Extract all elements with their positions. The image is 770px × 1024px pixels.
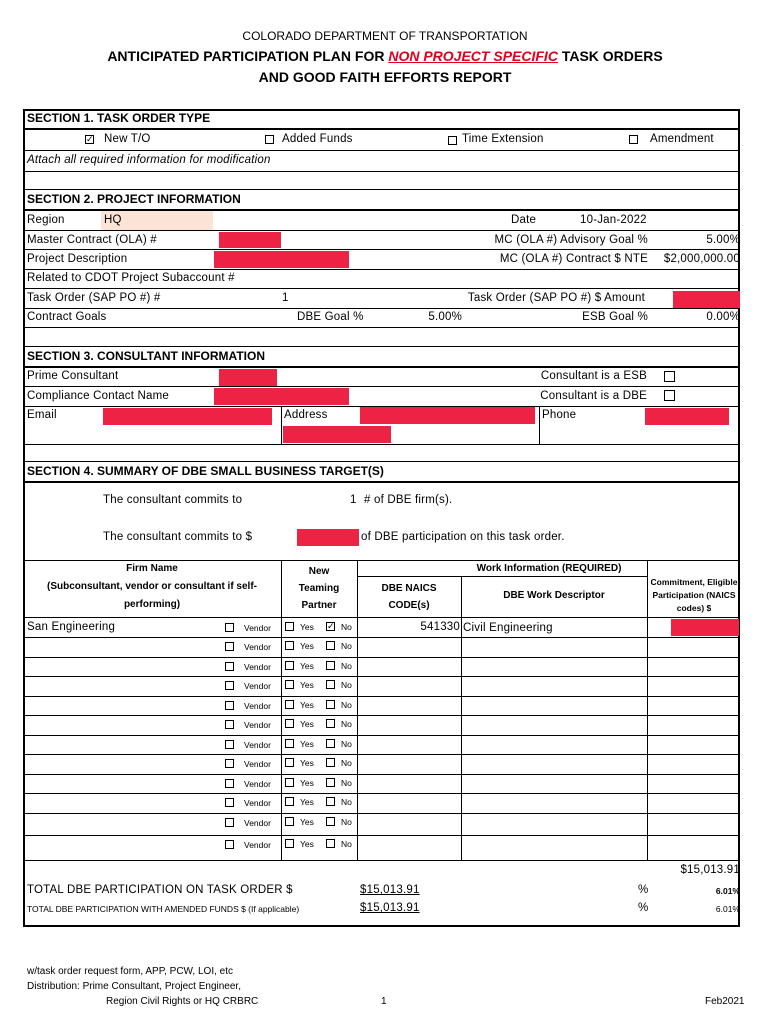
new-partner-yes-checkbox[interactable] — [285, 778, 294, 787]
row-divider — [23, 696, 740, 697]
phone-label: Phone — [542, 409, 577, 421]
vendor-checkbox[interactable] — [225, 840, 234, 849]
compliance-contact-redacted — [214, 388, 349, 405]
work-descriptor: Civil Engineering — [463, 622, 553, 634]
prime-consultant-label: Prime Consultant — [27, 370, 119, 382]
row-divider — [23, 676, 740, 677]
master-contract-redacted — [219, 232, 281, 248]
footer-distribution-2: Region Civil Rights or HQ CRBRC — [106, 996, 259, 1007]
commit-dollar-text: The consultant commits to $ — [103, 531, 253, 543]
divider — [23, 230, 740, 231]
new-partner-no-checkbox[interactable] — [326, 758, 335, 767]
divider — [23, 366, 740, 368]
new-partner-yes-checkbox[interactable] — [285, 817, 294, 826]
yes-label: Yes — [300, 622, 314, 632]
dbe-goal-value: 5.00% — [428, 311, 462, 323]
new-partner-yes-checkbox[interactable] — [285, 661, 294, 670]
section2-title: SECTION 2. PROJECT INFORMATION — [27, 192, 241, 206]
master-contract-label: Master Contract (OLA) # — [27, 234, 157, 246]
form-title-emphasis: NON PROJECT SPECIFIC — [388, 48, 558, 64]
divider — [23, 171, 740, 172]
divider — [23, 481, 740, 483]
row-divider — [23, 735, 740, 736]
new-partner-no-checkbox[interactable] — [326, 839, 335, 848]
no-label: No — [341, 839, 352, 849]
col-firm-name-3: performing) — [123, 599, 181, 610]
vendor-checkbox[interactable] — [225, 798, 234, 807]
agency-name: COLORADO DEPARTMENT OF TRANSPORTATION — [242, 29, 528, 43]
date-label: Date — [511, 214, 537, 226]
col-firm-name: Firm Name — [126, 563, 178, 574]
contract-nte-label: MC (OLA #) Contract $ NTE — [499, 253, 648, 265]
new-partner-no-checkbox[interactable] — [326, 817, 335, 826]
new-partner-no-checkbox[interactable] — [326, 680, 335, 689]
vendor-checkbox[interactable] — [225, 779, 234, 788]
prime-consultant-redacted — [219, 369, 277, 386]
vendor-label: Vendor — [244, 681, 271, 691]
vendor-label: Vendor — [244, 701, 271, 711]
new-partner-no-checkbox[interactable] — [326, 700, 335, 709]
yes-label: Yes — [300, 661, 314, 671]
amended-label: TOTAL DBE PARTICIPATION WITH AMENDED FUNDS $ (If applicable) — [27, 904, 300, 914]
amended-pct-sign: % — [638, 902, 649, 914]
yes-label: Yes — [300, 680, 314, 690]
task-order-amount-label: Task Order (SAP PO #) $ Amount — [467, 292, 645, 304]
vendor-checkbox[interactable] — [225, 720, 234, 729]
vendor-checkbox[interactable] — [225, 818, 234, 827]
naics-code: 541330 — [420, 621, 460, 633]
form-title-line2: AND GOOD FAITH EFFORTS REPORT — [258, 69, 512, 85]
total-value: $15,013.91 — [360, 884, 420, 896]
commit-dollar-suffix: of DBE participation on this task order. — [361, 531, 565, 543]
task-order-amount-redacted — [673, 291, 740, 308]
divider — [23, 249, 740, 250]
amended-value: $15,013.91 — [360, 902, 420, 914]
row-divider — [23, 793, 740, 794]
form-frame — [23, 109, 740, 927]
yes-label: Yes — [300, 817, 314, 827]
divider — [357, 576, 647, 577]
col-naics: DBE NAICS — [381, 583, 437, 594]
phone-redacted — [645, 408, 729, 425]
yes-label: Yes — [300, 641, 314, 651]
new-to-checkbox[interactable]: ✓ — [86, 134, 94, 144]
time-extension-label: Time Extension — [462, 133, 544, 145]
region-value: HQ — [104, 214, 122, 226]
divider — [23, 860, 740, 861]
divider — [23, 288, 740, 289]
vendor-label: Vendor — [244, 642, 271, 652]
address-redacted-1 — [360, 407, 535, 424]
amended-pct: 6.01% — [715, 904, 740, 914]
contract-goals-label: Contract Goals — [27, 311, 107, 323]
yes-label: Yes — [300, 839, 314, 849]
col-descriptor: DBE Work Descriptor — [503, 590, 605, 601]
amendment-label: Amendment — [650, 133, 714, 145]
vendor-label: Vendor — [244, 759, 271, 769]
vendor-label: Vendor — [244, 740, 271, 750]
new-to-label: New T/O — [104, 133, 151, 145]
footer-distribution: Distribution: Prime Consultant, Project Engineer, — [27, 981, 241, 992]
total-label: TOTAL DBE PARTICIPATION ON TASK ORDER $ — [27, 884, 293, 896]
divider — [23, 617, 740, 618]
divider — [23, 346, 740, 347]
esb-goal-value: 0.00% — [706, 311, 740, 323]
row-divider — [23, 637, 740, 638]
col-commitment-3: codes) $ — [676, 603, 712, 613]
divider — [23, 560, 740, 561]
project-description-redacted — [214, 251, 349, 268]
column-total: $15,013.91 — [680, 864, 740, 876]
form-title-suffix: TASK ORDERS — [557, 48, 663, 64]
section1-title: SECTION 1. TASK ORDER TYPE — [27, 111, 211, 125]
address-redacted-2 — [283, 426, 391, 443]
new-partner-no-checkbox[interactable] — [326, 661, 335, 670]
no-label: No — [341, 622, 352, 632]
time-extension-checkbox[interactable] — [448, 136, 457, 145]
row-divider — [23, 774, 740, 775]
attach-note: Attach all required information for modification — [27, 154, 271, 166]
no-label: No — [341, 661, 352, 671]
divider — [23, 386, 740, 387]
col-naics-2: CODE(s) — [388, 600, 430, 611]
no-label: No — [341, 719, 352, 729]
vendor-label: Vendor — [244, 623, 271, 633]
added-funds-label: Added Funds — [282, 133, 353, 145]
is-esb-label: Consultant is a ESB — [540, 370, 647, 382]
contract-nte-value: $2,000,000.00 — [663, 253, 740, 265]
new-partner-yes-checkbox[interactable] — [285, 797, 294, 806]
col-new-teaming-3: Partner — [301, 600, 337, 611]
new-partner-no-checkbox[interactable] — [326, 641, 335, 650]
yes-label: Yes — [300, 758, 314, 768]
region-label: Region — [27, 214, 65, 226]
col-commitment-2: Participation (NAICS — [652, 590, 736, 600]
no-label: No — [341, 700, 352, 710]
no-label: No — [341, 641, 352, 651]
divider — [461, 576, 462, 860]
row-divider — [23, 754, 740, 755]
amendment-checkbox[interactable] — [629, 135, 638, 144]
advisory-goal-value: 5.00% — [706, 234, 740, 246]
new-partner-yes-checkbox[interactable] — [285, 719, 294, 728]
no-label: No — [341, 778, 352, 788]
total-pct-sign: % — [638, 884, 649, 896]
new-partner-no-checkbox[interactable] — [326, 719, 335, 728]
row-divider — [23, 715, 740, 716]
vendor-label: Vendor — [244, 798, 271, 808]
is-dbe-label: Consultant is a DBE — [540, 390, 647, 402]
form-title-prefix: ANTICIPATED PARTICIPATION PLAN FOR — [107, 48, 389, 64]
added-funds-checkbox[interactable] — [265, 135, 274, 144]
commitment-redacted — [671, 619, 739, 636]
total-pct: 6.01% — [715, 886, 740, 896]
col-firm-name-2: (Subconsultant, vendor or consultant if self- — [46, 581, 257, 592]
vendor-label: Vendor — [244, 720, 271, 730]
vendor-checkbox[interactable] — [225, 681, 234, 690]
new-partner-yes-checkbox[interactable] — [285, 758, 294, 767]
new-partner-yes-checkbox[interactable] — [285, 739, 294, 748]
firm-name: San Engineering — [27, 621, 116, 633]
project-description-label: Project Description — [27, 253, 128, 265]
advisory-goal-label: MC (OLA #) Advisory Goal % — [494, 234, 648, 246]
is-esb-checkbox[interactable] — [664, 371, 675, 382]
row-divider — [23, 657, 740, 658]
col-new-teaming-2: Teaming — [298, 583, 340, 594]
vendor-label: Vendor — [244, 662, 271, 672]
revision-date: Feb2021 — [705, 996, 745, 1007]
divider — [539, 406, 540, 444]
row-divider — [23, 813, 740, 814]
divider — [23, 269, 740, 270]
esb-goal-label: ESB Goal % — [582, 311, 648, 323]
divider — [23, 150, 740, 151]
no-label: No — [341, 797, 352, 807]
date-value: 10-Jan-2022 — [580, 214, 647, 226]
is-dbe-checkbox[interactable] — [664, 390, 675, 401]
compliance-contact-label: Compliance Contact Name — [27, 390, 170, 402]
vendor-checkbox[interactable] — [225, 642, 234, 651]
new-partner-yes-checkbox[interactable] — [285, 839, 294, 848]
section4-title: SECTION 4. SUMMARY OF DBE SMALL BUSINESS TARGET(S) — [27, 464, 384, 478]
divider — [23, 189, 740, 190]
vendor-checkbox[interactable] — [225, 759, 234, 768]
yes-label: Yes — [300, 700, 314, 710]
new-partner-yes-checkbox[interactable] — [285, 641, 294, 650]
commit-firms-suffix: # of DBE firm(s). — [364, 494, 453, 506]
commit-firms-text: The consultant commits to — [103, 494, 243, 506]
col-commitment: Commitment, Eligible — [650, 577, 738, 587]
commit-firms-value: 1 — [350, 494, 357, 506]
vendor-label: Vendor — [244, 818, 271, 828]
new-partner-no-checkbox[interactable] — [326, 739, 335, 748]
vendor-checkbox[interactable] — [225, 662, 234, 671]
task-order-label: Task Order (SAP PO #) # — [27, 292, 161, 304]
vendor-label: Vendor — [244, 840, 271, 850]
dbe-goal-label: DBE Goal % — [297, 311, 364, 323]
new-partner-yes-checkbox[interactable] — [285, 680, 294, 689]
divider — [23, 444, 740, 445]
row-divider — [23, 835, 740, 836]
divider — [23, 308, 740, 309]
divider — [23, 461, 740, 462]
new-partner-no-checkbox[interactable] — [326, 797, 335, 806]
divider — [23, 128, 740, 130]
divider — [23, 327, 740, 328]
commit-dollar-redacted — [297, 529, 359, 546]
email-redacted — [103, 408, 272, 425]
page-number: 1 — [381, 996, 387, 1007]
yes-label: Yes — [300, 739, 314, 749]
email-label: Email — [27, 409, 57, 421]
vendor-label: Vendor — [244, 779, 271, 789]
no-label: No — [341, 739, 352, 749]
form-title — [0, 48, 770, 64]
new-partner-yes-checkbox[interactable] — [285, 700, 294, 709]
no-label: No — [341, 817, 352, 827]
vendor-checkbox[interactable] — [225, 740, 234, 749]
no-label: No — [341, 758, 352, 768]
vendor-checkbox[interactable] — [225, 623, 234, 632]
no-label: No — [341, 680, 352, 690]
subaccount-label: Related to CDOT Project Subaccount # — [27, 272, 235, 284]
yes-label: Yes — [300, 778, 314, 788]
divider — [281, 406, 282, 444]
col-new-teaming: New — [308, 566, 330, 577]
col-work-info: Work Information (REQUIRED) — [476, 563, 622, 574]
yes-label: Yes — [300, 719, 314, 729]
footer-attachments: w/task order request form, APP, PCW, LOI, etc — [27, 966, 234, 977]
new-partner-yes-checkbox[interactable] — [285, 622, 294, 631]
vendor-checkbox[interactable] — [225, 701, 234, 710]
section3-title: SECTION 3. CONSULTANT INFORMATION — [27, 349, 265, 363]
task-order-value: 1 — [282, 292, 289, 304]
address-label: Address — [284, 409, 328, 421]
new-partner-no-checkbox[interactable]: ✓ — [327, 621, 335, 631]
yes-label: Yes — [300, 797, 314, 807]
new-partner-no-checkbox[interactable] — [326, 778, 335, 787]
